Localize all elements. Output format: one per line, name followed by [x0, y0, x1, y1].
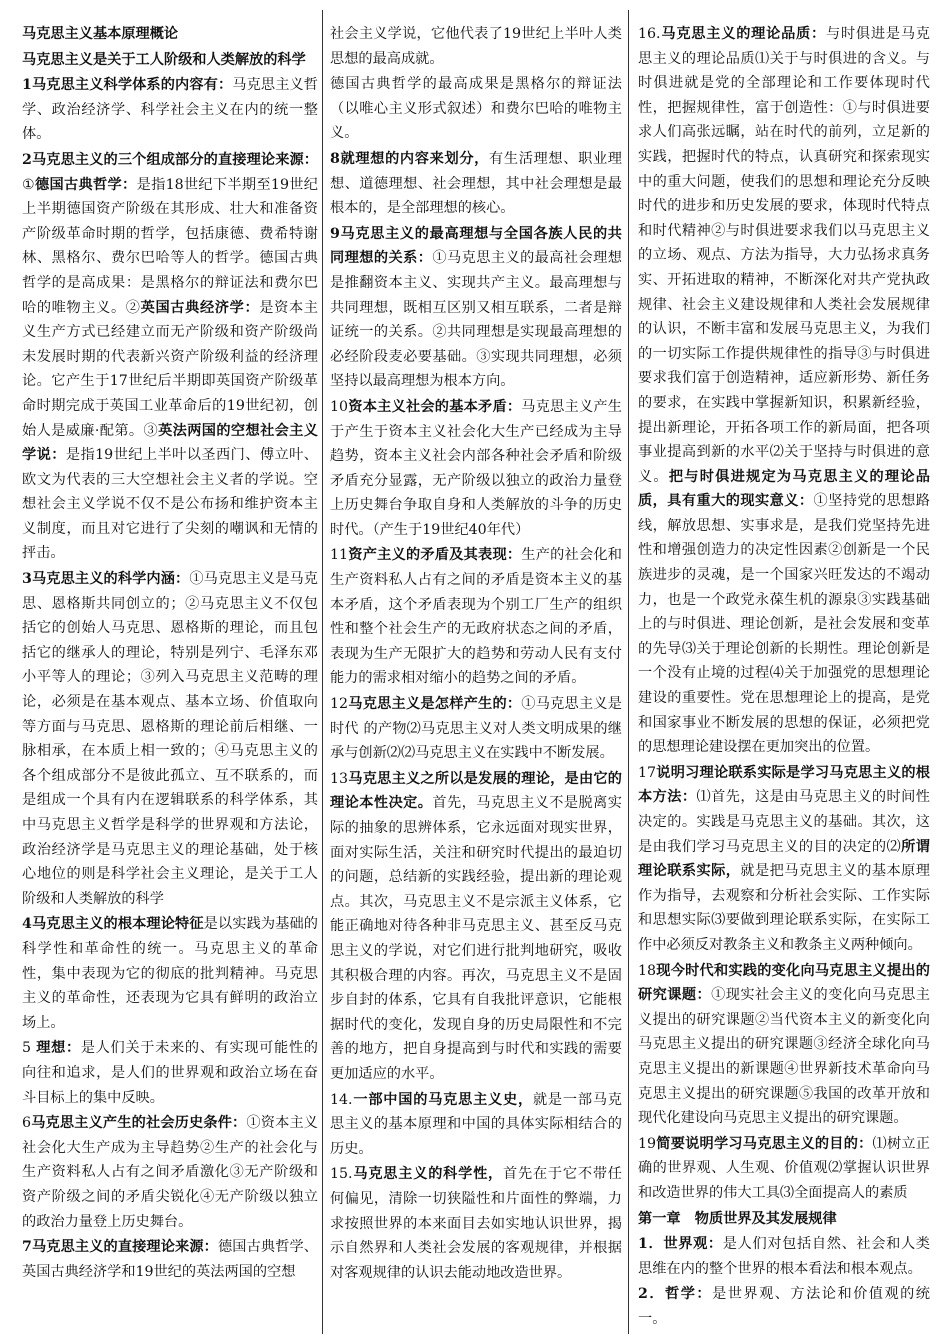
column-divider-left	[322, 10, 323, 1334]
paragraph	[330, 222, 622, 394]
text-run: ①现实社会主义的变化向马克思主义提出的研究课题②当代资本主义的新变化向马克思主义提出的研究课题③经济全球化向马克思主义提出的新课题④世界新技术革命向马克思主义提出的研究课题⑤我国的改革开放和现代化建设向马克思主义提出的研究课题。	[638, 987, 930, 1127]
bold-text: 马克思主义的科学性，	[352, 1166, 504, 1183]
bold-text: 1．世界观：	[638, 1236, 723, 1253]
text-run: 14.	[330, 1091, 353, 1108]
bold-text: 说明习理论联系实际是学习马克思主义的根本方法：	[638, 764, 930, 806]
text-run: 就是把马克思主义的基本原理作为指导，去观察和分析社会实际、工作实际和思想实际⑶要做到理论联系实际，在实际工作中必须反对教条主义和教条主义两种倾向。	[638, 863, 930, 953]
text-run: ①马克思主义是马克思、恩格斯共同创立的；②马克思主义不仅包括它的创始人马克思、恩格斯的理论，而且包括它的继承人的理论，特别是列宁、毛泽东邓小平等人的理论；③列入马克思主义范畴的理论，必须是在基本观点、基本立场、价值取向等方面与马克思、恩格斯的理论前后相继、一脉相承，在本质上相一致的；④马克思主义的各个组成部分不是彼此孤立、互不联系的，而是组成一个具有内在逻辑联系的科学体系，其中马克思主义哲学是科学的世界观和方法论，政治经济学是马克思主义的理论基础，处于核心地位的则是科学社会主义理论，是关于工人阶级和人类解放的科学	[22, 571, 318, 907]
text-run: 12	[330, 696, 349, 713]
bold-text: 德国古典哲学：	[35, 176, 137, 193]
text-run: 有生活理想、职业理想、道德理想、社会理想，其中社会理想是最根本的，是全部理想的核心。	[330, 150, 622, 217]
bold-text: 马克思主义产生的社会历史条件：	[31, 1115, 247, 1132]
bold-text: 简要说明学习马克思主义的目的：	[656, 1135, 873, 1152]
paragraph	[330, 1088, 622, 1162]
bold-text: 马克思主义基本原理概论	[22, 26, 179, 42]
bold-text: 7马克思主义的直接理论来源：	[22, 1239, 218, 1256]
column-left	[22, 22, 318, 1332]
text-run: 是人们对包括自然、社会和人类思维在内的整个世界的根本看法和根本观点。	[638, 1236, 930, 1277]
bold-text: 1马克思主义科学体系的内容有：	[22, 77, 233, 94]
paragraph	[22, 912, 318, 1035]
text-run: 11	[330, 547, 349, 564]
text-run: 13	[330, 770, 349, 787]
text-run: 5	[22, 1040, 37, 1057]
paragraph	[330, 147, 622, 221]
paragraph	[638, 1132, 930, 1206]
paragraph	[638, 1282, 930, 1331]
paragraph	[638, 959, 930, 1131]
text-run: 是以实践为基础的科学性和革命性的统一。马克思主义的革命性，集中表现为它的彻底的批判精神。马克思主义的革命性，还表现为它具有鲜明的政治立场上。	[22, 916, 318, 1031]
text-run: ①坚持党的思想路线，解放思想、实事求是，是我们党坚持先进性和增强创造力的决定性因素②创新是一个民族进步的灵魂，是一个国家兴旺发达的不竭动力，也是一个政党永葆生机的源泉③实践基础上的与时俱进、理论创新，是社会发展和变革的先导⑶关于理论创新的长期性。理论创新是一个没有止境的过程⑷关于加强党的思想理论建设的重要性。党在思想理论上的提高，是党和国家事业不断发展的思想的保证，必须把党的思想理论建设摆在更加突出的位置。	[638, 493, 930, 756]
text-run: 是指19世纪上半叶以圣西门、傅立叶、欧文为代表的三大空想社会主义者的学说。空想社会主义学说不仅不是公布扬和维护资本主义制度，而且对它进行了尖刻的嘲讽和无情的抨击。	[22, 447, 318, 562]
text-run: 是资本主义生产方式已经建立而无产阶级和资产阶级尚未发展时期的代表新兴资产阶级利益的经济理论。它产生于17世纪后半期即英国资产阶级革命时期完成于英国工业革命后的19世纪初，创始人是威廉·配第。③	[22, 299, 318, 439]
paragraph	[22, 148, 318, 566]
column-right	[638, 22, 930, 1332]
bold-text: 第一章 物质世界及其发展规律	[638, 1210, 837, 1227]
text-run: 首先，马克思主义不是脱离实际的抽象的思辨体系，它永远面对现实世界，面对实际生活，关注和研究时代提出的最迫切的问题，总结新的实践经验，提出新的理论观点。其次，马克思主义不是宗派主义体系，它能正确地对待各种非马克思主义、甚至反马克思主义的学说，对它们进行批判地研究，吸收其积极合理的内容。再次，马克思主义不是固步自封的体系，它具有自我批评意识，它能根据时代的变化，发现自身的历史局限性和不完善的地方，把自身提高到与时代和实践的需要更加适应的水平。	[330, 795, 622, 1082]
bold-text: 英法两国的空想社会主义学说：	[22, 422, 318, 464]
text-run: 15.	[330, 1166, 353, 1183]
paragraph	[638, 1232, 930, 1281]
paragraph	[638, 761, 930, 958]
paragraph	[330, 767, 622, 1087]
paragraph	[22, 1235, 318, 1284]
bold-text: 马克思主义是怎样产生的：	[348, 696, 522, 713]
text-run: 首先在于它不带任何偏见，清除一切狭隘性和片面性的弊端，力求按照世界的本来面目去如实地认识世界，揭示自然界和人类社会发展的客观规律，并根据对客观规律的认识去能动地改造世界。	[330, 1166, 622, 1281]
text-run: 生产的社会化和生产资料私人占有之间的矛盾是资本主义的基本矛盾，这个矛盾表现为个别工厂生产的组织性和整个社会生产的无政府状态之间的矛盾，表现为生产无限扩大的趋势和劳动人民有支付能力的需求相对缩小的趋势之间的矛盾。	[330, 547, 622, 687]
bold-text: 马克思主义的理论品质：	[660, 26, 826, 42]
bold-text: 现今时代和实践的变化向马克思主义提出的研究课题：	[638, 962, 930, 1004]
bold-text: 马克思主义之所以是发展的理论，是由它的理论本性决定。	[330, 770, 622, 812]
paragraph	[330, 72, 622, 146]
bold-text: 理想：	[36, 1040, 81, 1057]
text-run: 与时俱进是马克思主义的理论品质⑴关于与时俱进的含义。与时俱进就是党的全部理论和工作要体现时代性，把握规律性，富于创造性：①与时俱进要求人们高张远瞩，站在时代的前列，立足新的实践，把握时代的特点，认真研究和探索现实中的重大问题，使我们的思想和理论充分反映时代的进步和历史发展的要求，体现时代特点和时代精神②与时俱进要求我们以马克思主义的立场、观点、方法为指导，大力弘扬求真务实、开拓进取的精神，不断深化对共产党执政规律、社会主义建设规律和人类社会发展规律的认识，不断丰富和发展马克思主义，为我们的一切实际工作提供规律性的指导③与时俱进要求我们富于创造精神，适应新形势、新任务的要求，在实践中掌握新知识，积累新经验，提出新理论，开拓各项工作的新局面，把各项事业提高到新的水平⑵关于坚持与时俱进的意义。	[638, 26, 930, 485]
paragraph	[22, 22, 318, 47]
text-run: ⑴树立正确的世界观、人生观、价值观⑵掌握认识世界和改造世界的伟大工具⑶全面提高人的素质	[638, 1135, 930, 1201]
paragraph	[330, 543, 622, 691]
bold-text: 所谓理论联系实际，	[638, 838, 930, 880]
paragraph	[330, 1162, 622, 1285]
paragraph	[330, 395, 622, 543]
text-run: ①马克思主义是时代 的产物⑵马克思主义对人类文明成果的继承与创新⑵⑵马克思主义在实践中不断发展。	[330, 696, 622, 762]
bold-text: 马克思主义是关于工人阶级和人类解放的科学	[22, 51, 306, 68]
text-run: 德国古典哲学的最高成果是黑格尔的辩证法（以唯心主义形式叙述）和费尔巴哈的唯物主义。	[330, 76, 622, 142]
text-run: 19	[638, 1135, 657, 1152]
text-run: 是世界观、方法论和价值观的统一。	[638, 1286, 930, 1327]
text-run: 社会主义学说，它他代表了19世纪上半叶人类思想的最高成就。	[330, 26, 622, 67]
bold-text: 英国古典经济学：	[140, 299, 260, 316]
text-run: 是人们关于未来的、有实现可能性的向往和追求，是人们的世界观和政治立场在奋斗目标上的集中反映。	[22, 1040, 318, 1106]
paragraph	[638, 1207, 930, 1232]
bold-text: 8就理想的内容来划分，	[330, 150, 490, 167]
text-run: ①资本主义社会化大生产成为主导趋势②生产的社会化与生产资料私人占有之间矛盾激化③无产阶级和资产阶级之间的矛盾尖锐化④无产阶级以独立的政治力量登上历史舞台。	[22, 1115, 318, 1230]
text-run: 马克思主义产生于产生于资本主义社会化大生产已经成为主导趋势，资本主义社会内部各种社会矛盾和阶级矛盾充分显露，无产阶级以独立的政治力量登上历史舞台争取自身和人类解放的斗争的历史时代。（产生于19世纪40年代）	[330, 398, 622, 538]
bold-text: 9马克思主义的最高理想与全国各族人民的共同理想的关系：	[330, 225, 622, 267]
text-run: 18	[638, 962, 657, 979]
paragraph	[22, 1111, 318, 1234]
text-run: 马克思主义哲学、政治经济学、科学社会主义在内的统一整体。	[22, 77, 318, 143]
bold-text: 一部中国的马克思主义史，	[352, 1091, 533, 1108]
paragraph	[22, 48, 318, 73]
bold-text: 资产主义的矛盾及其表现：	[348, 547, 522, 564]
column-divider-right	[628, 10, 629, 1334]
bold-text: 3马克思主义的科学内涵：	[22, 571, 190, 588]
text-run: ①	[22, 176, 36, 193]
bold-text: 2．哲学：	[638, 1286, 713, 1303]
paragraph	[330, 22, 622, 71]
text-run: 6	[22, 1115, 32, 1132]
text-run: 是指18世纪下半期至19世纪上半期德国资产阶级在其形成、壮大和准备资产阶级革命时期的哲学，包括康德、费希特谢林、黑格尔、费尔巴哈等人的哲学。德国古典哲学的是高成果：是黑格尔的辩证法和费尔巴哈的唯物主义。②	[22, 176, 318, 316]
paragraph	[638, 22, 930, 760]
text-run: 16.	[638, 26, 661, 42]
text-run: ①马克思主义的最高社会理想是推翻资本主义、实现共产主义。最高理想与共同理想，既相互区别又相互联系，二者是辩证统一的关系。②共同理想是实现最高理想的必经阶段麦必要基础。③实现共同理想，必须坚持以最高理想为根本方向。	[330, 250, 622, 390]
paragraph	[22, 1036, 318, 1110]
column-middle	[330, 22, 622, 1332]
text-run: 17	[638, 764, 657, 781]
text-run: ⑴首先，这是由马克思主义的时间性决定的。实践是马克思主义的基础。其次，这是由我们学习马克思主义的目的决定的⑵	[638, 789, 930, 855]
paragraph	[330, 692, 622, 766]
bold-text: 把与时俱进规定为马克思主义的理论品质，具有重大的现实意义：	[638, 468, 930, 510]
bold-text: 2马克思主义的三个组成部分的直接理论来源：	[22, 151, 318, 168]
paragraph	[22, 73, 318, 147]
bold-text: 4马克思主义的根本理论特征	[22, 916, 204, 933]
paragraph	[22, 567, 318, 911]
text-run: 10	[330, 398, 349, 415]
text-run: 德国古典哲学、英国古典经济学和19世纪的英法两国的空想	[22, 1239, 318, 1280]
text-run: 就是一部马克思主义的基本原理和中国的具体实际相结合的历史。	[330, 1091, 622, 1157]
bold-text: 资本主义社会的基本矛盾：	[348, 398, 522, 415]
